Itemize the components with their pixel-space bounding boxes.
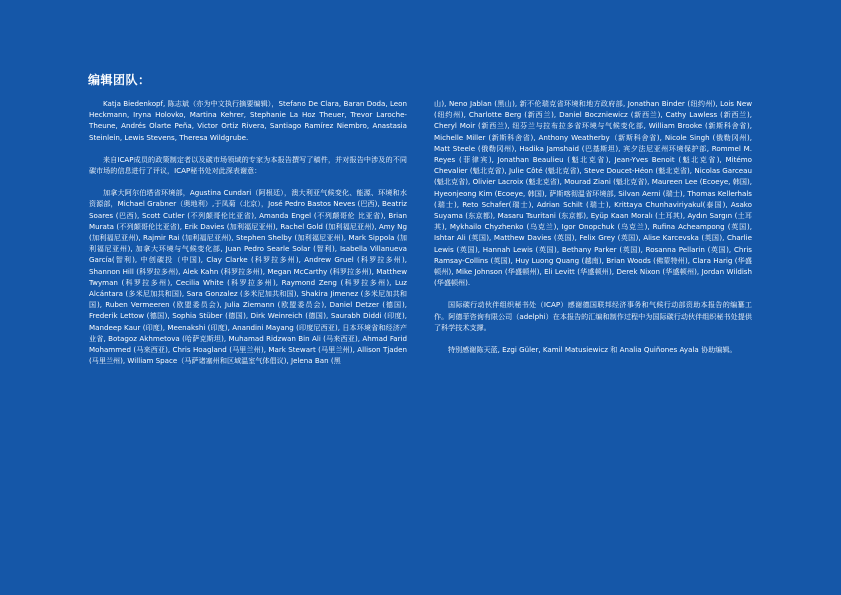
- funding-paragraph: 国际碳行动伙伴组织秘书处（ICAP）感谢德国联邦经济事务和气候行动部资助本报告的编纂工作。阿德菲咨询有限公司（adelphi）在本报告的汇编和制作过程中为国际碳行动伙伴组织秘书处提供了科学技术支撑。: [434, 300, 752, 332]
- thanks-intro-paragraph: 来自ICAP成员的政策制定者以及碳市场领域的专家为本报告撰写了稿件，并对报告中涉及的不同碳市场的信息进行了评议，ICAP秘书处对此深表谢意：: [89, 154, 407, 176]
- contributors-continued-paragraph: 山), Neno Jablan (黑山), 新不伦瑞克省环境和地方政府部, Jonathan Binder (纽约州), Lois New (纽约州), Charlotte Berg (新西兰), Daniel Boczniewicz (新西兰), Cathy Lawless (新西兰), Cheryl Moir (新西兰), 纽芬兰与拉布拉多省环境与气候变化部, William Brooke (新斯科舍省), Michelle Miller (新斯科舍省), Anthony Weatherby（新斯科舍省), Nicole Singh (俄勒冈州), Matt Steele (俄勒冈州), Hadika Jamshaid (巴基斯坦), 宾夕法尼亚州环境保护部, Rommel M. Reyes (菲律宾), Jonathan Beaulieu (魁北克省), Jean-Yves Benoit (魁北克省), Mitémo Chevalier (魁北克省), Julie Côté (魁北克省), Steve Doucet-Héon (魁北克省), Nicolas Garceau (魁北克省), Olivier Lacroix (魁北克省), Mourad Ziani (魁北克省), Maureen Lee (Ecoeye, 韩国), Hyeonjeong Kim (Ecoeye, 韩国), 萨斯喀彻温省环境部, Silvan Aerni (瑞士), Thomas Kellerhals (瑞士), Reto Schafer(瑞士), Adrian Schilt (瑞士), Krittaya Chunhaviriyakul(泰国), Asako Suyama (东京都), Masaru Tsuritani (东京都), Eyüp Kaan Moralı (土耳其), Aydın Sargın (土耳其), Mykhailo Chyzhenko (乌克兰), Igor Onopchuk (乌克兰), Rufina Acheampong (英国), Ishtar Ali (英国), Matthew Davies (英国), Felix Grey (英国), Alise Karcevska (英国), Charlie Lewis (英国), Hannah Lewis (英国), Bethany Parker (英国), Rosanna Pellarin (英国), Chris Ramsay-Collins (英国), Huy Luong Quang (越南), Brian Woods (佛蒙特州), Clara Harig (华盛顿州), Mike Johnson (华盛顿州), Eli Levitt (华盛顿州), Derek Nixon (华盛顿州), Jordan Wildish (华盛顿州).: [434, 99, 752, 288]
- page-heading: 编辑团队：: [88, 73, 151, 87]
- special-thanks-paragraph: 特别感谢陈天蓝, Ezgi Güler, Kamil Matusiewicz 和 Analia Quiñones Ayala 协助编辑。: [448, 345, 737, 355]
- right-column: [434, 98, 752, 366]
- contributors-paragraph: 加拿大阿尔伯塔省环境部，Agustina Cundari（阿根廷），澳大利亚气候变化、能源、环境和水资源部，Michael Grabner（奥地利）,于凤菊（北京），José Pedro Bastos Neves (巴西), Beatriz Soares (巴西), Scott Cutler (不列颠哥伦比亚省), Amanda Engel (不列颠哥伦 比亚省), Brian Murata (不列颠哥伦比亚省), Erik Davies (加利福尼亚州), Rachel Gold (加利福尼亚州), Amy Ng (加利福尼亚州), Rajmir Rai (加利福尼亚州), Stephen Shelby (加利福尼亚州), Mark Sippola (加利福尼亚州), 加拿大环境与气候变化部, Juan Pedro Searle Solar (智利), Isabella Villanueva García(智利), 中创碳投（中国), Clay Clarke (科罗拉多州), Andrew Gruel (科罗拉多州), Shannon Hill (科罗拉多州), Alek Kahn (科罗拉多州), Megan McCarthy (科罗拉多州), Matthew Twyman (科罗拉多州), Cecilia White (科罗拉多州), Raymond Zeng (科罗拉多州), Luz Alcántara (多米尼加共和国), Sara Gonzalez (多米尼加共和国), Shakira Jimenez (多米尼加共和国), Ruben Vermeeren (欧盟委员会), Julia Ziemann (欧盟委员会), Daniel Detzer (德国), Frederik Lettow (德国), Sophia Stüber (德国), Dirk Weinreich (德国), Saurabh Diddi (印度), Mandeep Kaur (印度), Meenakshi (印度), Anandini Mayang (印度尼西亚), 日本环境省和经济产业省, Botagoz Akhmetova (哈萨克斯坦), Muhamad Ridzwan Bin Ali (马来西亚), Ahmad Farid Mohammed (马来西亚), Chris Hoagland (马里兰州), Mark Stewart (马里兰州), Allison Tjaden (马里兰州), William Space（马萨诸塞州和区域温室气体倡议), Jelena Ban (黑: [89, 188, 407, 366]
- editors-paragraph: Katja Biedenkopf, 陈志斌（亦为中文执行摘要编辑），Stefano De Clara, Baran Doda, Leon Heckmann, Iryna Holovko, Martina Kehrer, Stephanie La Hoz Theuer, Trevor Laroche-Theune, Andrés Olarte Peña, Victor Ortiz Rivera, Santiago Ramírez Niembro, Anastasia Steinlein, Lewis Stevens, Theresa Wildgrube.: [89, 99, 407, 142]
- left-column: [89, 98, 407, 377]
